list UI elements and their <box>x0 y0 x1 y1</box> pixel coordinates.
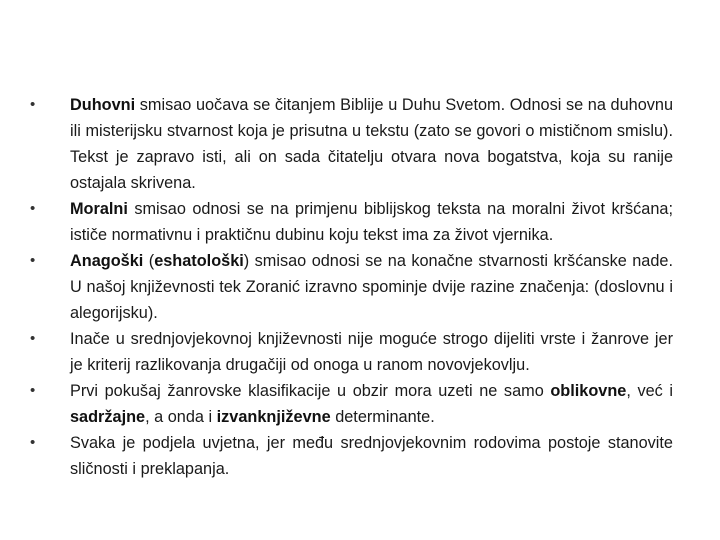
bold-term: oblikovne <box>550 382 627 400</box>
list-item <box>30 378 673 430</box>
text-segment: smisao uočava se čitanjem Biblije u Duhu Svetom. Odnosi se na duhovnu ili misterijsku stvarnost koja je prisutna u tekstu (zato se govori o mističnom smislu). Tekst je zapravo isti, ali on sada čitatelju otvara nova bogatstva, koja su ranije ostajala skrivena. <box>70 96 673 192</box>
bullet-text <box>70 252 673 322</box>
bullet-text <box>70 434 673 478</box>
text-segment: , a onda i <box>145 408 217 426</box>
bullet-text <box>70 382 673 426</box>
bullet-dot-icon: • <box>30 382 36 399</box>
list-item <box>30 430 673 482</box>
bullet-dot-icon: • <box>30 434 36 451</box>
bullet-dot-icon: • <box>30 252 36 269</box>
bullet-text <box>70 200 673 244</box>
text-segment: Inače u srednjovjekovnoj književnosti nije moguće strogo dijeliti vrste i žanrove jer je kriterij razlikovanja drugačiji od onoga u ranom novovjekovlju. <box>70 330 673 374</box>
text-segment: ( <box>143 252 155 270</box>
list-item <box>30 326 673 378</box>
text-segment: determinante. <box>330 408 435 426</box>
bullet-dot-icon: • <box>30 96 36 113</box>
bullet-dot-icon: • <box>30 200 36 217</box>
text-segment: Svaka je podjela uvjetna, jer među srednjovjekovnim rodovima postoje stanovite sličnosti i preklapanja. <box>70 434 673 478</box>
bold-term: Anagoški <box>70 252 144 270</box>
list-item <box>30 92 673 196</box>
bold-term: izvanknjiževne <box>216 408 331 426</box>
bold-term: Duhovni <box>70 96 136 114</box>
bullet-list <box>30 92 673 482</box>
bold-term: Moralni <box>70 200 128 218</box>
bold-term: eshatološki <box>154 252 244 270</box>
bullet-text <box>70 330 673 374</box>
text-segment: ) smisao odnosi se na konačne stvarnosti kršćanske nade. U našoj književnosti tek Zoranić izravno spominje dvije razine značenja: (doslovnu i alegorijsku). <box>70 252 673 322</box>
bullet-text <box>70 96 673 192</box>
text-segment: , već i <box>626 382 673 400</box>
text-segment: Prvi pokušaj žanrovske klasifikacije u obzir mora uzeti ne samo <box>70 382 551 400</box>
bold-term: sadržajne <box>70 408 146 426</box>
text-segment: smisao odnosi se na primjenu biblijskog teksta na moralni život kršćana; ističe normativnu i praktičnu dubinu koju tekst ima za život vjernika. <box>70 200 673 244</box>
bullet-dot-icon: • <box>30 330 36 347</box>
list-item <box>30 196 673 248</box>
list-item <box>30 248 673 326</box>
